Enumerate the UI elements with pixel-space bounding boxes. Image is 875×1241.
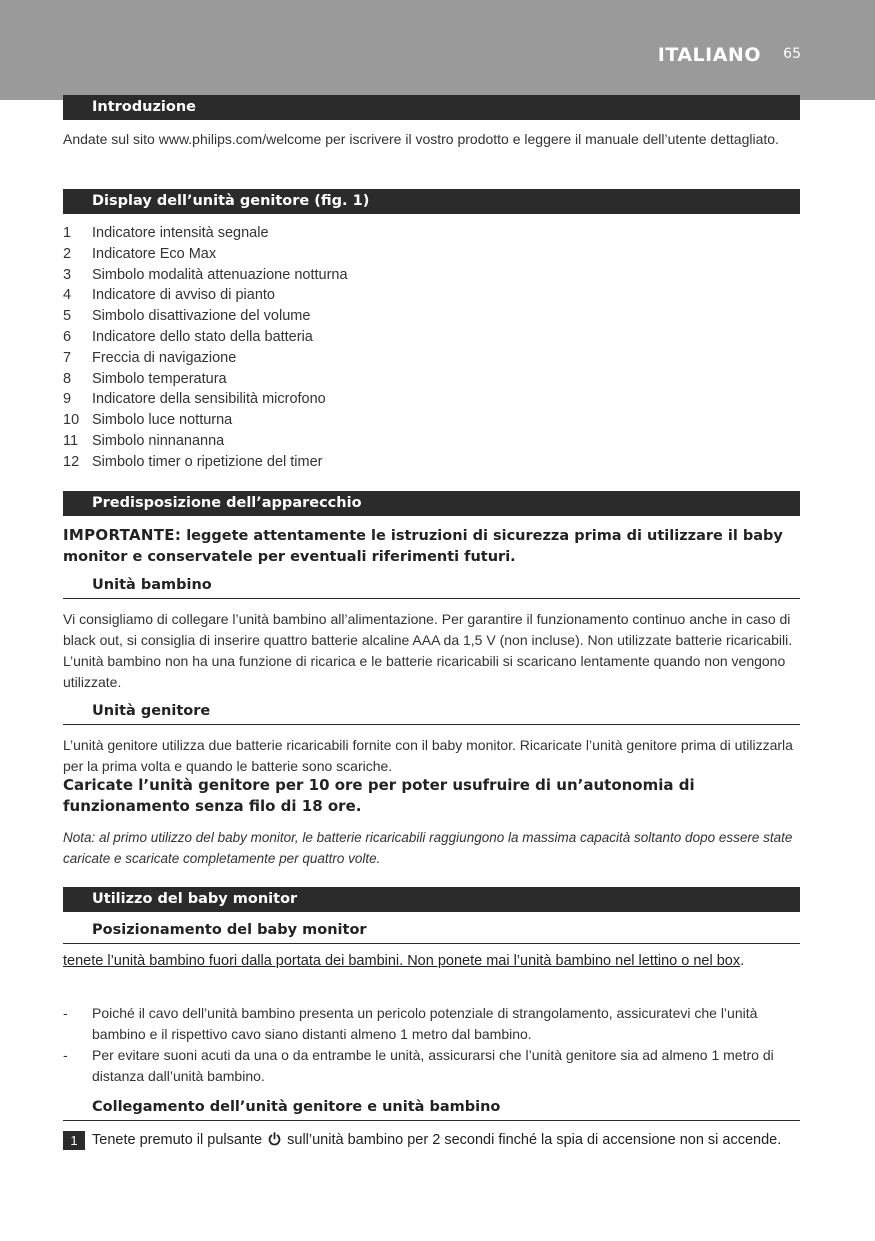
step-text: [92, 1130, 781, 1151]
display-item: [63, 410, 663, 431]
parent-unit-text: L’unità genitore utilizza due batterie ricaricabili fornite con il baby monitor. Ricaricate l’unità genitore prima di utilizzarla per la prima volta e quando le batterie sono scariche.: [63, 737, 793, 774]
important-text: leggete attentamente le istruzioni di sicurezza prima di utilizzare il baby monitor e conservatele per eventuali riferimenti futuri.: [63, 528, 783, 565]
display-item-number: 2: [63, 245, 72, 262]
display-items-list: [63, 223, 663, 473]
step-1: [63, 1130, 800, 1151]
display-item: [63, 285, 663, 306]
display-item-label: Simbolo timer o ripetizione del timer: [92, 453, 323, 470]
display-item-label: Simbolo ninnananna: [92, 432, 225, 449]
display-item-number: 5: [63, 308, 72, 325]
display-item-number: 10: [63, 412, 80, 429]
section-heading-usage: Utilizzo del baby monitor: [63, 887, 800, 912]
display-item: [63, 265, 663, 286]
section-heading-intro: Introduzione: [63, 95, 800, 120]
display-item-number: 7: [63, 349, 72, 366]
display-item: [63, 389, 663, 410]
display-item-number: 12: [63, 453, 80, 470]
positioning-warning-text: tenete l’unità bambino fuori dalla portata dei bambini. Non ponete mai l’unità bambino nel lettino o nel box: [63, 953, 741, 969]
important-label: IMPORTANTE:: [63, 526, 182, 544]
display-item-label: Simbolo luce notturna: [92, 412, 233, 429]
display-item-label: Indicatore Eco Max: [92, 245, 217, 262]
positioning-warning: [63, 951, 800, 972]
display-item-number: 4: [63, 287, 72, 304]
display-item-number: 8: [63, 370, 72, 387]
step-number-badge: 1: [63, 1131, 85, 1150]
parent-unit-charge-text: Caricate l’unità genitore per 10 ore per poter usufruire di un’autonomia di funzionamento senza filo di 18 ore.: [63, 776, 695, 815]
display-item: [63, 306, 663, 327]
display-item-label: Indicatore della sensibilità microfono: [92, 391, 326, 408]
display-item-number: 9: [63, 391, 72, 408]
display-item-number: 11: [63, 432, 79, 449]
subheading-connecting: Collegamento dell’unità genitore e unità bambino: [63, 1097, 800, 1121]
language-label: ITALIANO: [657, 44, 761, 66]
step-text-after: sull’unità bambino per 2 secondi finché la spia di accensione non si accende.: [287, 1132, 782, 1148]
section-heading-display: Display dell’unità genitore (fig. 1): [63, 189, 800, 214]
display-item-label: Indicatore intensità segnale: [92, 225, 269, 241]
intro-text: Andate sul sito www.philips.com/welcome per iscrivere il vostro prodotto e leggere il manuale dell’utente dettagliato.: [63, 131, 779, 147]
power-icon: [268, 1132, 281, 1146]
list-item: [63, 1003, 800, 1045]
positioning-bullets: [63, 1003, 800, 1087]
display-item-label: Indicatore dello stato della batteria: [92, 328, 313, 345]
display-item: [63, 431, 663, 452]
important-notice: [63, 525, 800, 568]
section-heading-setup: Predisposizione dell’apparecchio: [63, 491, 800, 516]
bullet-dash: -: [63, 1005, 68, 1021]
display-item-label: Simbolo modalità attenuazione notturna: [92, 266, 348, 283]
display-item-number: 6: [63, 328, 72, 345]
list-item: [63, 1045, 800, 1087]
bullet-text: Per evitare suoni acuti da una o da entrambe le unità, assicurarsi che l’unità genitore sia ad almeno 1 metro di distanza dall’unità bambino.: [92, 1047, 774, 1084]
display-item-number: 1: [63, 225, 72, 241]
parent-unit-note: Nota: al primo utilizzo del baby monitor, le batterie ricaricabili raggiungono la massima capacità soltanto dopo essere state caricate e scaricate completamente per quattro volte.: [63, 830, 793, 866]
step-text-before: Tenete premuto il pulsante: [92, 1132, 263, 1148]
header-bar: [0, 0, 875, 100]
page-number: 65: [783, 46, 801, 62]
display-item: [63, 244, 663, 265]
display-item-label: Freccia di navigazione: [92, 349, 237, 366]
display-item-number: 3: [63, 266, 72, 283]
display-item-label: Simbolo disattivazione del volume: [92, 308, 311, 325]
display-item: [63, 348, 663, 369]
subheading-positioning: Posizionamento del baby monitor: [63, 920, 800, 944]
bullet-text: Poiché il cavo dell’unità bambino presenta un pericolo potenziale di strangolamento, assicuratevi che l’unità bambino e il rispettivo cavo siano distanti almeno 1 metro dal bambino.: [92, 1005, 758, 1042]
positioning-warning-end: .: [740, 953, 745, 969]
subheading-parent-unit: Unità genitore: [63, 701, 800, 725]
display-item: [63, 452, 663, 473]
display-item-label: Indicatore di avviso di pianto: [92, 287, 275, 304]
subheading-baby-unit: Unità bambino: [63, 575, 800, 599]
display-item: [63, 223, 663, 244]
bullet-dash: -: [63, 1047, 68, 1063]
display-item: [63, 369, 663, 390]
display-item: [63, 327, 663, 348]
baby-unit-text: Vi consigliamo di collegare l’unità bambino all’alimentazione. Per garantire il funzionamento continuo anche in caso di black out, si consiglia di inserire quattro batterie alcaline AAA da 1,5 V (non incluse). Non utilizzate batterie ricaricabili. L’unità bambino non ha una funzione di ricarica e le batterie ricaricabili si scaricano lentamente quando non vengono utilizzate.: [63, 611, 793, 690]
display-item-label: Simbolo temperatura: [92, 370, 227, 387]
